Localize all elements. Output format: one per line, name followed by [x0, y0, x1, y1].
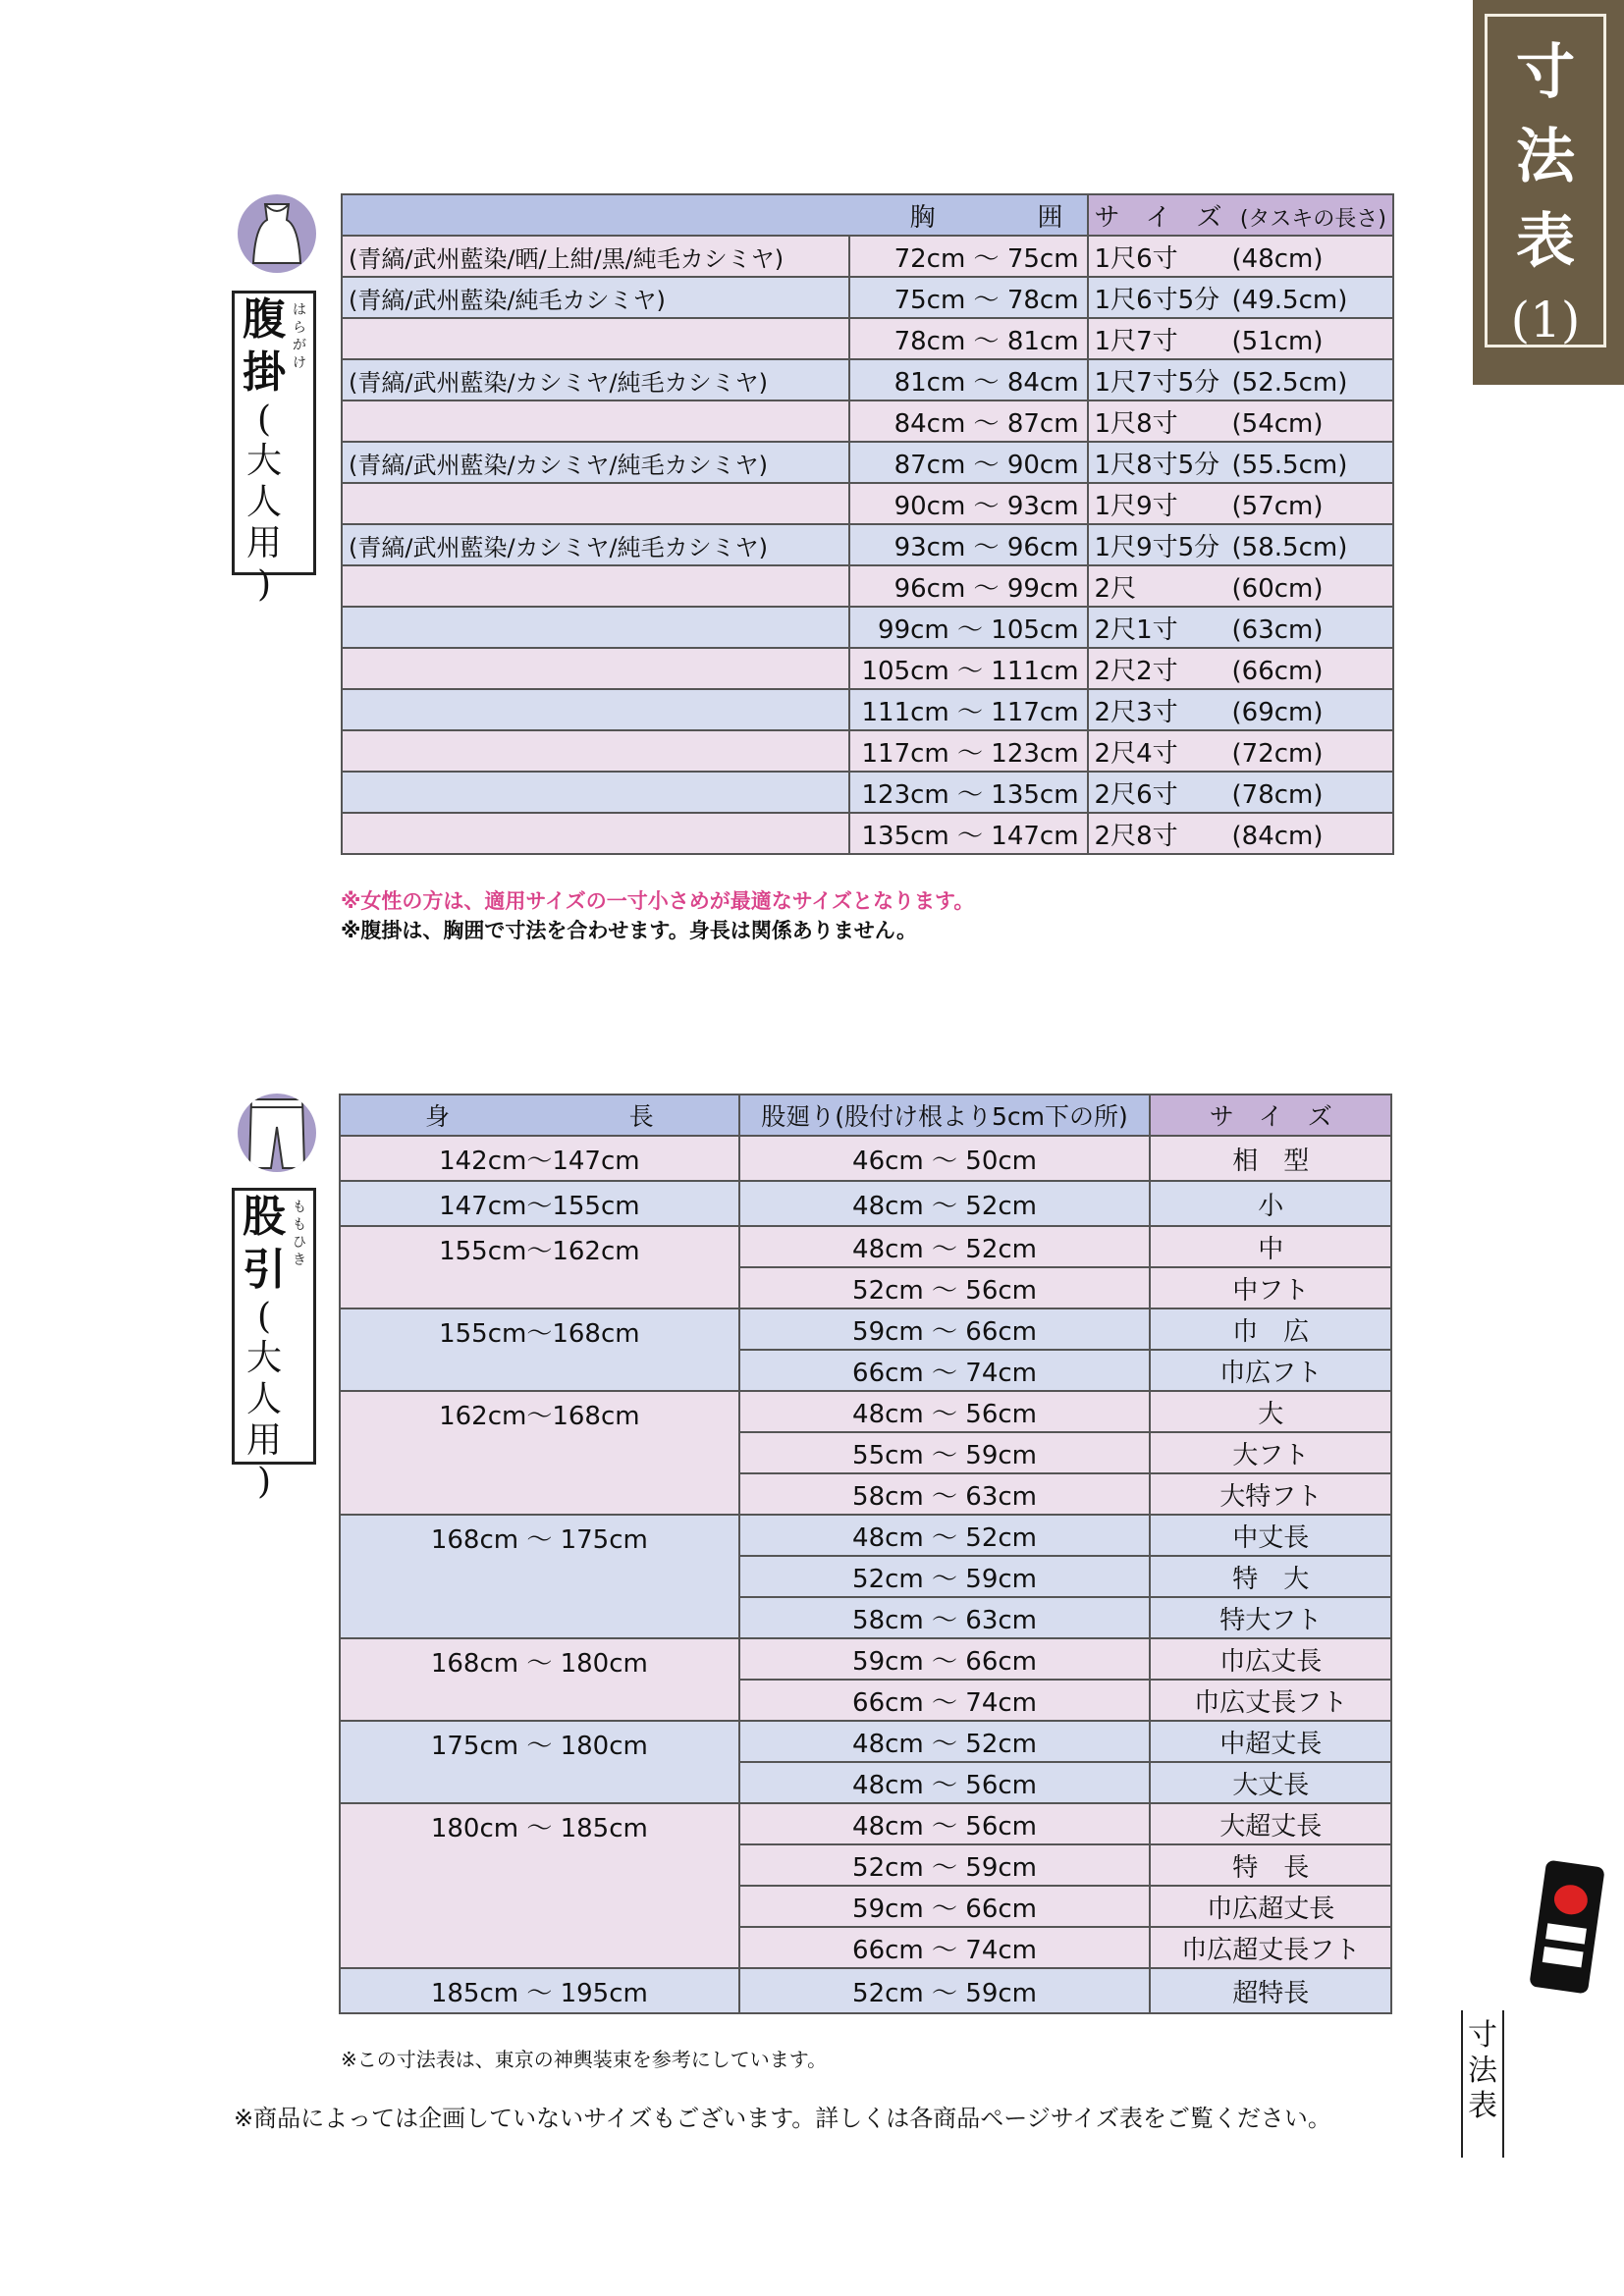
vertical-title-char: 寸 — [1468, 2018, 1497, 2053]
waist-cell: 48cm ～ 56cm — [739, 1803, 1151, 1844]
table-row — [340, 1226, 1391, 1267]
section-tab-char: 寸 — [1516, 38, 1575, 107]
length-value: (57cm) — [1231, 491, 1324, 521]
length-value: (55.5cm) — [1231, 450, 1348, 480]
momohiki-ruby — [290, 1191, 309, 1462]
chest-cell: 81cm ～ 84cm — [849, 359, 1088, 400]
size-cell — [1088, 318, 1393, 359]
haragake-subtitle-char: ( — [256, 400, 272, 440]
materials-cell — [342, 565, 849, 607]
ruby-char: け — [293, 355, 306, 371]
section-tab-frame — [1485, 14, 1606, 347]
height-header-label — [347, 1097, 732, 1133]
size-value: 1尺8寸5分 — [1094, 450, 1220, 480]
size-value: 2尺2寸 — [1094, 656, 1178, 686]
chest-cell: 99cm ～ 105cm — [849, 607, 1088, 648]
table-row — [342, 359, 1393, 400]
materials-cell — [342, 730, 849, 772]
chest-cell: 123cm ～ 135cm — [849, 772, 1088, 813]
momohiki-label-text — [239, 1191, 290, 1502]
section-tab — [1473, 0, 1624, 385]
chest-cell: 87cm ～ 90cm — [849, 442, 1088, 483]
height-header-char: 長 — [628, 1102, 654, 1131]
logo-mark — [1545, 1923, 1587, 1944]
waist-cell: 48cm ～ 52cm — [739, 1226, 1151, 1267]
size-cell: 中フト — [1150, 1267, 1391, 1308]
table-row — [342, 400, 1393, 442]
table-row — [342, 318, 1393, 359]
table-row — [342, 236, 1393, 277]
table-row — [342, 689, 1393, 730]
vertical-page-title — [1461, 2010, 1504, 2158]
momohiki-title-char: 股 — [243, 1192, 286, 1242]
size-value: 1尺8寸 — [1094, 408, 1178, 439]
waist-cell: 48cm ～ 52cm — [739, 1721, 1151, 1762]
chest-cell: 75cm ～ 78cm — [849, 277, 1088, 318]
waist-cell: 66cm ～ 74cm — [739, 1350, 1151, 1391]
size-cell — [1088, 400, 1393, 442]
waist-cell: 66cm ～ 74cm — [739, 1680, 1151, 1721]
table-row — [340, 1721, 1391, 1762]
waist-header: 股廻り(股付け根より5cm下の所) — [739, 1095, 1151, 1136]
size-header: サ イ ズ — [1150, 1095, 1391, 1136]
height-cell: 185cm ～ 195cm — [340, 1968, 739, 2013]
size-value: 2尺8寸 — [1094, 821, 1178, 851]
chest-cell: 117cm ～ 123cm — [849, 730, 1088, 772]
size-cell: 特 長 — [1150, 1844, 1391, 1886]
materials-cell: (青縞/武州藍染/純毛カシミヤ) — [342, 277, 849, 318]
momohiki-subtitle-char: 人 — [245, 1379, 282, 1419]
ruby-char: き — [293, 1253, 306, 1268]
chest-cell: 84cm ～ 87cm — [849, 400, 1088, 442]
materials-cell — [342, 318, 849, 359]
size-cell — [1088, 607, 1393, 648]
materials-cell — [342, 689, 849, 730]
size-value: 2尺 — [1094, 573, 1137, 604]
size-value: 1尺9寸5分 — [1094, 532, 1220, 562]
size-cell: 中 — [1150, 1226, 1391, 1267]
size-value: 2尺6寸 — [1094, 779, 1178, 810]
size-cell: 特大フト — [1150, 1597, 1391, 1638]
size-cell: 巾広超丈長 — [1150, 1886, 1391, 1927]
length-value: (51cm) — [1231, 326, 1324, 356]
chest-cell: 78cm ～ 81cm — [849, 318, 1088, 359]
chest-cell: 111cm ～ 117cm — [849, 689, 1088, 730]
momohiki-subtitle-char: 用 — [245, 1420, 282, 1461]
size-cell: 大超丈長 — [1150, 1803, 1391, 1844]
ruby-char: ひ — [293, 1235, 306, 1251]
vertical-title-char: 表 — [1468, 2089, 1497, 2123]
chest-cell: 90cm ～ 93cm — [849, 483, 1088, 524]
size-cell — [1088, 277, 1393, 318]
chest-cell: 105cm ～ 111cm — [849, 648, 1088, 689]
brand-logo — [1529, 1859, 1605, 1994]
size-value: 2尺4寸 — [1094, 738, 1178, 769]
size-value: 1尺9寸 — [1094, 491, 1178, 521]
vertical-title-char: 法 — [1468, 2054, 1497, 2088]
note-reference: ※この寸法表は、東京の神輿装束を参考にしています。 — [341, 2048, 828, 2071]
size-cell: 大特フト — [1150, 1473, 1391, 1515]
length-value: (69cm) — [1231, 697, 1324, 727]
section-tab-number: (1) — [1510, 292, 1581, 348]
haragake-subtitle-char: 大 — [245, 441, 282, 481]
size-cell — [1088, 772, 1393, 813]
size-cell — [1088, 689, 1393, 730]
section-tab-char: 法 — [1516, 123, 1575, 191]
momohiki-size-table — [339, 1094, 1392, 2014]
length-value: (78cm) — [1231, 779, 1324, 810]
materials-cell — [342, 483, 849, 524]
waist-cell: 48cm ～ 52cm — [739, 1515, 1151, 1556]
size-cell: 相 型 — [1150, 1136, 1391, 1181]
table-row — [340, 1181, 1391, 1226]
waist-cell: 59cm ～ 66cm — [739, 1638, 1151, 1680]
table-row — [340, 1391, 1391, 1432]
table-row — [340, 1968, 1391, 2013]
note-women: ※女性の方は、適用サイズの一寸小さめが最適なサイズとなります。 — [341, 889, 975, 913]
length-value: (52.5cm) — [1231, 367, 1348, 398]
table-row — [342, 730, 1393, 772]
size-header — [1088, 194, 1393, 236]
momohiki-subtitle-char: ) — [256, 1462, 272, 1502]
height-cell: 168cm ～ 180cm — [340, 1638, 739, 1721]
waist-cell: 52cm ～ 59cm — [739, 1844, 1151, 1886]
size-cell: 巾 広 — [1150, 1308, 1391, 1350]
waist-cell: 48cm ～ 56cm — [739, 1391, 1151, 1432]
table-row — [340, 1308, 1391, 1350]
chest-cell: 93cm ～ 96cm — [849, 524, 1088, 565]
materials-cell — [342, 772, 849, 813]
table-row — [340, 1638, 1391, 1680]
table-row — [342, 277, 1393, 318]
materials-cell — [342, 813, 849, 854]
size-header-note: (タスキの長さ) — [1239, 206, 1386, 232]
materials-cell: (青縞/武州藍染/カシミヤ/純毛カシミヤ) — [342, 442, 849, 483]
size-cell — [1088, 442, 1393, 483]
size-cell: 大フト — [1150, 1432, 1391, 1473]
height-cell: 168cm ～ 175cm — [340, 1515, 739, 1638]
ruby-char: も — [293, 1200, 306, 1215]
waist-cell: 55cm ～ 59cm — [739, 1432, 1151, 1473]
size-cell — [1088, 236, 1393, 277]
materials-cell: (青縞/武州藍染/カシミヤ/純毛カシミヤ) — [342, 524, 849, 565]
size-value: 2尺1寸 — [1094, 614, 1178, 645]
size-cell: 大 — [1150, 1391, 1391, 1432]
length-value: (84cm) — [1231, 821, 1324, 851]
waist-cell: 52cm ～ 56cm — [739, 1267, 1151, 1308]
waist-cell: 46cm ～ 50cm — [739, 1136, 1151, 1181]
size-cell — [1088, 359, 1393, 400]
haragake-subtitle-char: 人 — [245, 482, 282, 522]
note-fit: ※腹掛は、胸囲で寸法を合わせます。身長は関係ありません。 — [341, 919, 917, 942]
chest-cell: 96cm ～ 99cm — [849, 565, 1088, 607]
materials-cell — [342, 400, 849, 442]
height-cell: 180cm ～ 185cm — [340, 1803, 739, 1968]
materials-cell: (青縞/武州藍染/カシミヤ/純毛カシミヤ) — [342, 359, 849, 400]
table-row — [340, 1803, 1391, 1844]
haragake-title-char: 腹 — [243, 294, 286, 345]
table-row — [342, 442, 1393, 483]
haragake-size-table — [341, 193, 1394, 855]
length-value: (49.5cm) — [1231, 285, 1348, 315]
size-cell: 巾広超丈長フト — [1150, 1927, 1391, 1968]
length-value: (72cm) — [1231, 738, 1324, 769]
size-value: 2尺3寸 — [1094, 697, 1178, 727]
size-cell: 中超丈長 — [1150, 1721, 1391, 1762]
haragake-label-text — [239, 294, 290, 605]
logo-mark — [1543, 1947, 1584, 1967]
materials-cell — [342, 607, 849, 648]
ruby-char: も — [293, 1217, 306, 1233]
momohiki-subtitle-char: ( — [256, 1297, 272, 1337]
table-row — [342, 483, 1393, 524]
height-cell: 147cm～155cm — [340, 1181, 739, 1226]
waist-cell: 52cm ～ 59cm — [739, 1556, 1151, 1597]
chest-header-label: 胸 囲 — [909, 202, 1063, 233]
size-cell — [1088, 813, 1393, 854]
height-cell: 162cm～168cm — [340, 1391, 739, 1515]
size-cell — [1088, 565, 1393, 607]
materials-cell: (青縞/武州藍染/晒/上紺/黒/純毛カシミヤ) — [342, 236, 849, 277]
ruby-char: が — [293, 338, 306, 353]
waist-cell: 66cm ～ 74cm — [739, 1927, 1151, 1968]
haragake-subtitle-char: 用 — [245, 523, 282, 563]
table-row — [342, 648, 1393, 689]
table-row — [342, 565, 1393, 607]
length-value: (60cm) — [1231, 573, 1324, 604]
waist-cell: 48cm ～ 56cm — [739, 1762, 1151, 1803]
ruby-char: は — [293, 302, 306, 318]
height-header — [340, 1095, 739, 1136]
size-cell — [1088, 648, 1393, 689]
waist-cell: 58cm ～ 63cm — [739, 1473, 1151, 1515]
length-value: (54cm) — [1231, 408, 1324, 439]
size-cell — [1088, 730, 1393, 772]
waist-cell: 52cm ～ 59cm — [739, 1968, 1151, 2013]
ruby-char: ら — [293, 320, 306, 336]
size-value: 1尺7寸5分 — [1094, 367, 1220, 398]
size-cell: 巾広フト — [1150, 1350, 1391, 1391]
size-cell: 小 — [1150, 1181, 1391, 1226]
size-cell: 中丈長 — [1150, 1515, 1391, 1556]
size-header-label: サ イ ズ — [1094, 202, 1222, 233]
table-row — [340, 1136, 1391, 1181]
chest-cell: 72cm ～ 75cm — [849, 236, 1088, 277]
momohiki-title-char: 引 — [243, 1245, 286, 1295]
length-value: (63cm) — [1231, 614, 1324, 645]
height-cell: 155cm～162cm — [340, 1226, 739, 1308]
table-row — [342, 813, 1393, 854]
haragake-subtitle-char: ) — [256, 564, 272, 605]
size-cell: 巾広丈長フト — [1150, 1680, 1391, 1721]
table-row — [342, 772, 1393, 813]
size-cell: 超特長 — [1150, 1968, 1391, 2013]
chest-header — [342, 194, 1088, 236]
height-header-char: 身 — [425, 1102, 451, 1131]
chest-cell: 135cm ～ 147cm — [849, 813, 1088, 854]
size-cell — [1088, 524, 1393, 565]
haragake-label — [232, 291, 316, 605]
length-value: (66cm) — [1231, 656, 1324, 686]
waist-cell: 58cm ～ 63cm — [739, 1597, 1151, 1638]
height-cell: 142cm～147cm — [340, 1136, 739, 1181]
section-tab-char: 表 — [1516, 207, 1575, 276]
haragake-title-char: 掛 — [243, 347, 286, 398]
table-header-row — [340, 1095, 1391, 1136]
size-cell: 巾広丈長 — [1150, 1638, 1391, 1680]
height-cell: 175cm ～ 180cm — [340, 1721, 739, 1803]
haragake-icon — [238, 194, 316, 273]
table-row — [342, 607, 1393, 648]
size-value: 1尺7寸 — [1094, 326, 1178, 356]
logo-mark — [1552, 1883, 1590, 1916]
size-cell — [1088, 483, 1393, 524]
size-cell: 特 大 — [1150, 1556, 1391, 1597]
momohiki-label — [232, 1188, 316, 1502]
height-cell: 155cm～168cm — [340, 1308, 739, 1391]
waist-cell: 48cm ～ 52cm — [739, 1181, 1151, 1226]
footer-note: ※商品によっては企画していないサイズもございます。詳しくは各商品ページサイズ表をご覧ください。 — [234, 2105, 1331, 2132]
size-value: 1尺6寸5分 — [1094, 285, 1220, 315]
waist-cell: 59cm ～ 66cm — [739, 1308, 1151, 1350]
table-row — [340, 1515, 1391, 1556]
length-value: (58.5cm) — [1231, 532, 1348, 562]
momohiki-subtitle-char: 大 — [245, 1338, 282, 1378]
momohiki-icon — [238, 1094, 316, 1172]
size-cell: 大丈長 — [1150, 1762, 1391, 1803]
table-row — [342, 524, 1393, 565]
table-header-row — [342, 194, 1393, 236]
haragake-ruby — [290, 294, 309, 572]
waist-cell: 59cm ～ 66cm — [739, 1886, 1151, 1927]
length-value: (48cm) — [1231, 243, 1324, 274]
size-value: 1尺6寸 — [1094, 243, 1178, 274]
materials-cell — [342, 648, 849, 689]
